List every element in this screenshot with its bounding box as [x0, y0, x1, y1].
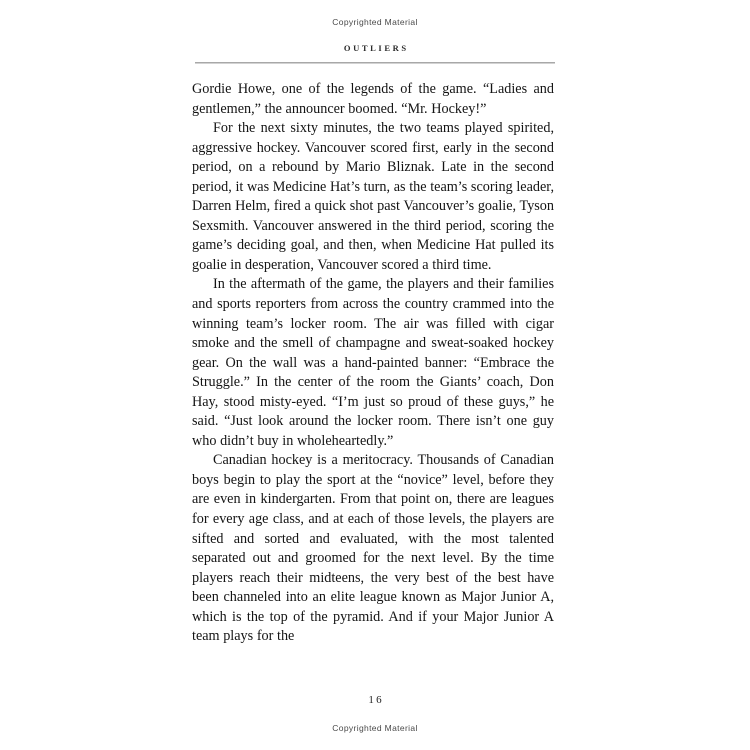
copyright-watermark-top: Copyrighted Material — [332, 17, 418, 27]
body-paragraph: In the aftermath of the game, the players and their families and sports reporters from across the country crammed into the winning team’s locker room. The air was filled with cigar smoke and the smell of champagne and sweat-soaked hockey gear. On the wall was a hand-painted banner: “Embrace the Struggle.” In the center of the room the Giants’ coach, Don Hay, stood misty-eyed. “I’m just so proud of these guys,” he said. “Just look around the locker room. There isn’t one guy who didn’t buy in wholeheartedly.” — [192, 276, 554, 449]
running-head-title: OUTLIERS — [343, 43, 409, 53]
body-paragraph: For the next sixty minutes, the two teams played spirited, aggressive hockey. Vancouver scored first, early in the second period, on a rebound by Mario Bliznak. Late in the second period, it was Medicine Hat’s turn, as the team’s scoring leader, Darren Helm, fired a quick shot past Vancouver’s goalie, Tyson Sexsmith. Vancouver answered in the third period, scoring the game’s deciding goal, and then, when Medicine Hat pulled its goalie in desperation, Vancouver scored a third time. — [192, 120, 554, 273]
body-paragraph: Canadian hockey is a meritocracy. Thousands of Canadian boys begin to play the sport at the “novice” level, before they are even in kindergarten. From that point on, there are leagues for every age class, and at each of those levels, the players are sifted and sorted and evaluated, with the most talented separated out and groomed for the next level. By the time players reach their midteens, the very best of the best have been channeled into an elite league known as Major Junior A, which is the top of the pyramid. And if your Major Junior A team plays for the — [192, 452, 554, 645]
body-text-column — [192, 80, 554, 647]
body-paragraph: Gordie Howe, one of the legends of the game. “Ladies and gentlemen,” the announcer boomed. “Mr. Hockey!” — [192, 81, 554, 117]
header-divider-rule — [195, 62, 555, 64]
page-number: 16 — [368, 694, 384, 706]
copyright-watermark-bottom: Copyrighted Material — [332, 723, 418, 733]
